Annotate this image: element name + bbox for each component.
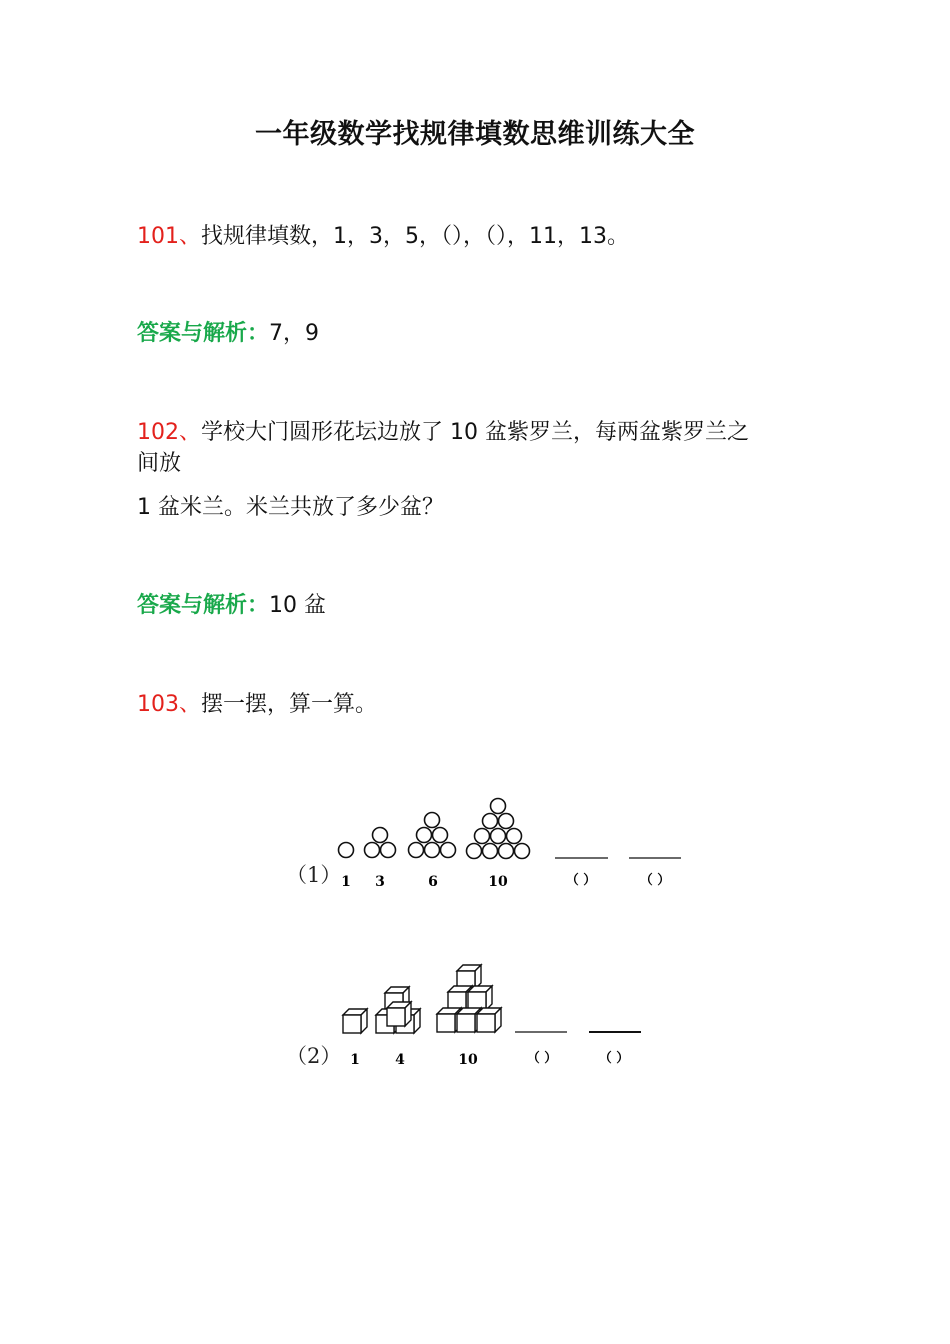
question-text: 找规律填数，1，3，5，（），（），11，13。 — [201, 224, 629, 249]
page-title: 一年级数学找规律填数思维训练大全 — [255, 119, 695, 150]
answer-text: 10 盆 — [269, 593, 327, 618]
part1-value: 3 — [375, 874, 385, 890]
part2-value: 4 — [395, 1052, 405, 1068]
part2-value: 1 — [350, 1052, 360, 1068]
answer-label: 答案与解析： — [137, 593, 270, 618]
answer-blank: （ ） — [565, 873, 597, 888]
circle-triangle-6 — [409, 813, 456, 858]
part2-label: （2） — [286, 1044, 342, 1068]
question-102-line3: 1 盆米兰。米兰共放了多少盆？ — [137, 495, 444, 520]
question-102-line2: 间放 — [137, 451, 182, 476]
part1-value: 1 — [341, 874, 351, 890]
circle-triangle-10 — [467, 799, 530, 859]
question-number: 101、 — [137, 224, 201, 249]
cube-stack-1 — [343, 1009, 367, 1033]
part2-value: 10 — [458, 1052, 478, 1068]
answer-text: 7，9 — [269, 321, 320, 346]
circle-triangle-3 — [365, 828, 396, 858]
part1-value: 10 — [488, 874, 508, 890]
answer-label: 答案与解析： — [137, 321, 270, 346]
answer-blank: （ ） — [526, 1051, 558, 1066]
question-number: 103、 — [137, 692, 201, 717]
circle-triangle-1 — [339, 843, 354, 858]
question-number: 102、 — [137, 420, 201, 445]
cube-stack-4 — [376, 987, 420, 1033]
answer-blank: （ ） — [639, 873, 671, 888]
question-text: 摆一摆，算一算。 — [201, 692, 378, 717]
part1-label: （1） — [286, 863, 342, 887]
question-text-line1: 学校大门圆形花坛边放了 10 盆紫罗兰，每两盆紫罗兰之 — [201, 420, 749, 445]
part1-value: 6 — [428, 874, 438, 890]
answer-blank: （ ） — [598, 1051, 630, 1066]
cube-stack-10 — [437, 965, 501, 1032]
